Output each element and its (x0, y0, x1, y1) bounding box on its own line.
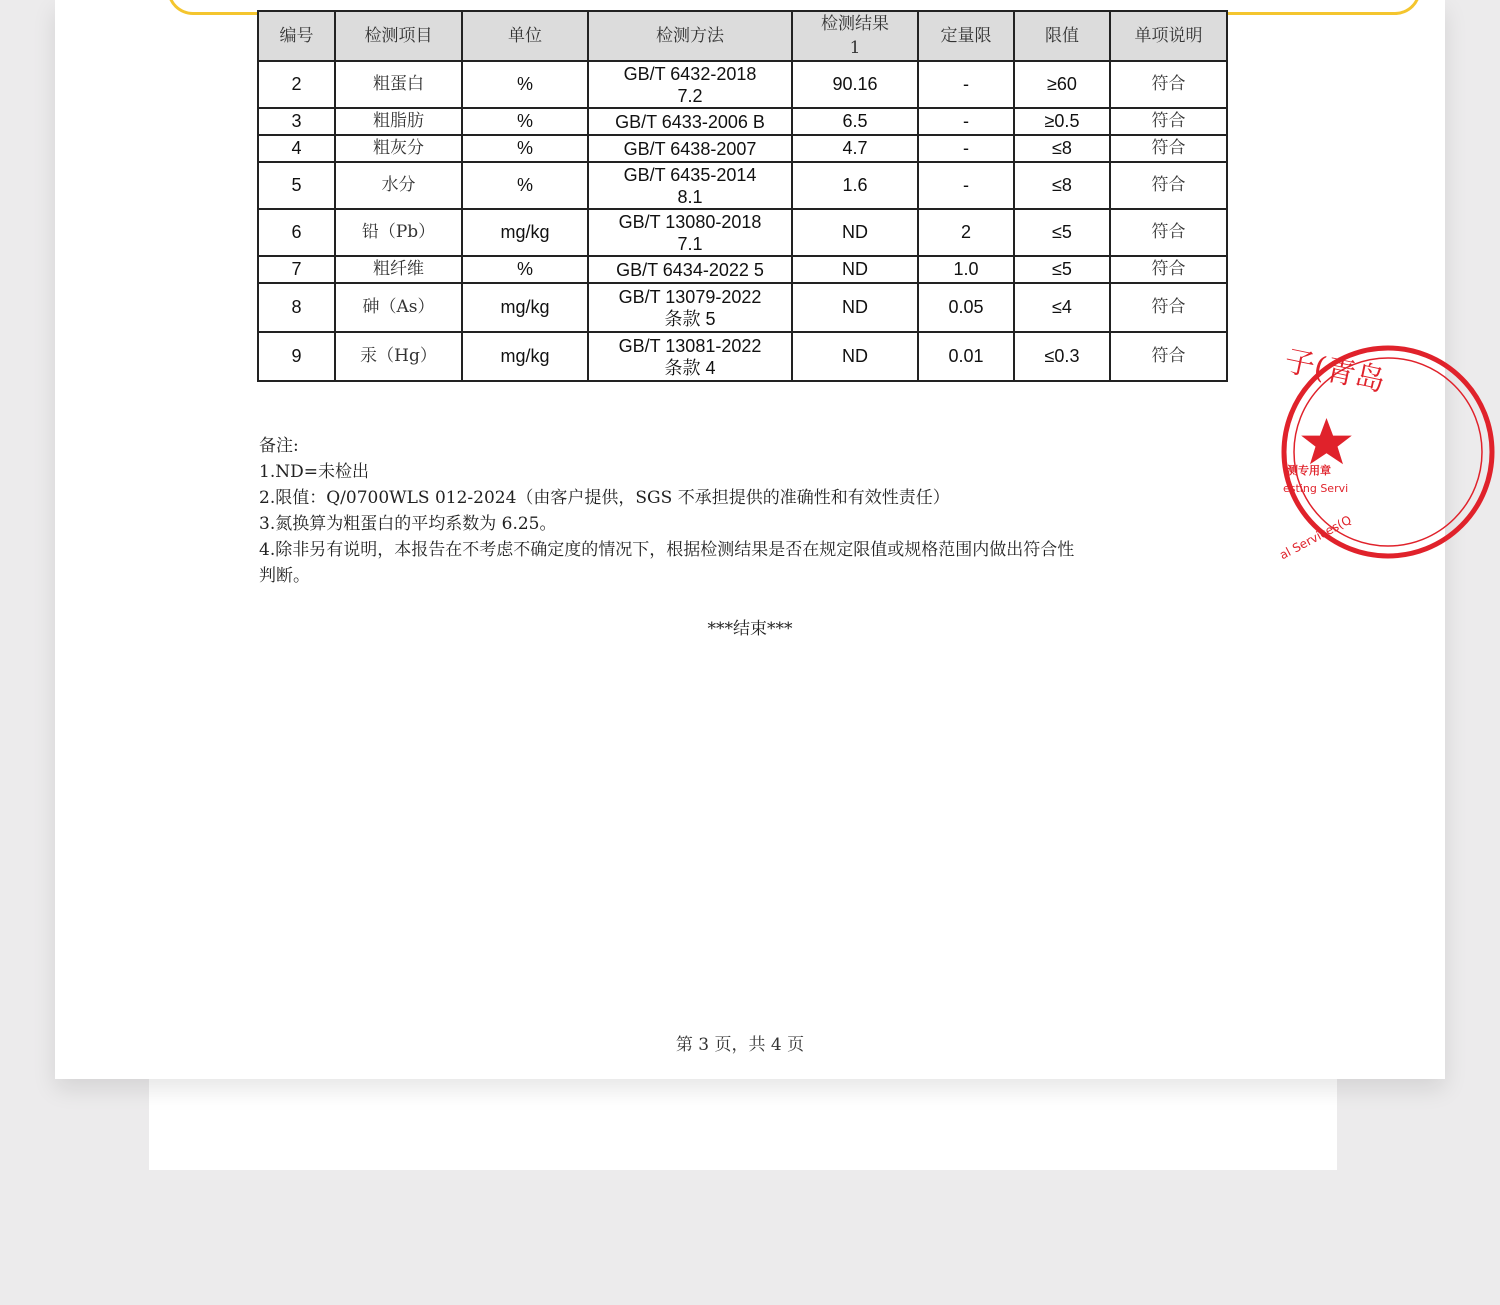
limit-cell: ≤5 (1014, 209, 1110, 256)
loq-cell: - (918, 162, 1014, 209)
conclusion-cell: 符合 (1110, 162, 1227, 209)
limit-cell: ≤0.3 (1014, 332, 1110, 381)
header-cell: 定量限 (918, 11, 1014, 61)
result-cell: ND (792, 209, 918, 256)
conclusion-cell: 符合 (1110, 256, 1227, 283)
limit-cell: ≤4 (1014, 283, 1110, 332)
test-item-cell: 砷（As） (335, 283, 462, 332)
loq-cell: 2 (918, 209, 1014, 256)
remarks-section (259, 433, 1231, 589)
method-cell: GB/T 6435-2014 8.1 (588, 162, 792, 209)
loq-cell: 0.01 (918, 332, 1014, 381)
limit-cell: ≥60 (1014, 61, 1110, 108)
unit-cell: % (462, 135, 588, 162)
table-row (258, 162, 1227, 209)
conclusion-cell: 符合 (1110, 108, 1227, 135)
limit-cell: ≥0.5 (1014, 108, 1110, 135)
header-cell: 检测方法 (588, 11, 792, 61)
table-row (258, 135, 1227, 162)
method-cell: GB/T 6432-2018 7.2 (588, 61, 792, 108)
conclusion-cell: 符合 (1110, 135, 1227, 162)
method-cell: GB/T 13081-2022 条款 4 (588, 332, 792, 381)
header-cell: 检测项目 (335, 11, 462, 61)
unit-cell: % (462, 61, 588, 108)
table-row (258, 209, 1227, 256)
conclusion-cell: 符合 (1110, 209, 1227, 256)
remark-item: 2.限值：Q/0700WLS 012-2024（由客户提供，SGS 不承担提供的准确性和有效性责任） (259, 488, 950, 508)
row-number-cell: 3 (258, 108, 335, 135)
row-number-cell: 7 (258, 256, 335, 283)
conclusion-cell: 符合 (1110, 283, 1227, 332)
header-cell: 限值 (1014, 11, 1110, 61)
unit-cell: mg/kg (462, 332, 588, 381)
remark-item: 1.ND=未检出 (259, 462, 369, 482)
test-item-cell: 粗纤维 (335, 256, 462, 283)
limit-cell: ≤8 (1014, 162, 1110, 209)
svg-text:al Services(Q: al Services(Q (1277, 512, 1354, 563)
row-number-cell: 2 (258, 61, 335, 108)
limit-cell: ≤5 (1014, 256, 1110, 283)
row-number-cell: 9 (258, 332, 335, 381)
test-item-cell: 汞（Hg） (335, 332, 462, 381)
result-cell: ND (792, 332, 918, 381)
test-item-cell: 粗蛋白 (335, 61, 462, 108)
conclusion-cell: 符合 (1110, 332, 1227, 381)
page-number: 第 3 页，共 4 页 (675, 1035, 805, 1055)
loq-cell: 1.0 (918, 256, 1014, 283)
header-cell: 编号 (258, 11, 335, 61)
remark-item: 4.除非另有说明，本报告在不考虑不确定度的情况下，根据检测结果是否在规定限值或规格范围内做出符合性 判断。 (259, 540, 1075, 586)
test-item-cell: 粗灰分 (335, 135, 462, 162)
loq-cell: - (918, 61, 1014, 108)
unit-cell: % (462, 256, 588, 283)
row-number-cell: 5 (258, 162, 335, 209)
unit-cell: % (462, 162, 588, 209)
method-cell: GB/T 13080-2018 7.1 (588, 209, 792, 256)
row-number-cell: 6 (258, 209, 335, 256)
test-results-table (257, 10, 1228, 382)
report-page (55, 0, 1445, 1079)
svg-text:子(青岛: 子(青岛 (1281, 343, 1389, 399)
unit-cell: mg/kg (462, 209, 588, 256)
result-cell: 6.5 (792, 108, 918, 135)
conclusion-cell: 符合 (1110, 61, 1227, 108)
table-row (258, 256, 1227, 283)
limit-cell: ≤8 (1014, 135, 1110, 162)
result-cell: 4.7 (792, 135, 918, 162)
method-cell: GB/T 13079-2022 条款 5 (588, 283, 792, 332)
seal-star-icon (1301, 418, 1352, 464)
header-cell: 单项说明 (1110, 11, 1227, 61)
svg-text:测专用章: 测专用章 (1287, 464, 1331, 477)
table-row (258, 332, 1227, 381)
test-item-cell: 铅（Pb） (335, 209, 462, 256)
table-header-row (258, 11, 1227, 61)
table-row (258, 283, 1227, 332)
result-cell: ND (792, 283, 918, 332)
loq-cell: 0.05 (918, 283, 1014, 332)
row-number-cell: 4 (258, 135, 335, 162)
unit-cell: mg/kg (462, 283, 588, 332)
remark-item: 3.氮换算为粗蛋白的平均系数为 6.25。 (259, 514, 557, 534)
test-item-cell: 水分 (335, 162, 462, 209)
seal-graphic (1277, 322, 1393, 584)
header-cell: 单位 (462, 11, 588, 61)
svg-text:esting Servi: esting Servi (1283, 482, 1349, 495)
method-cell: GB/T 6434-2022 5 (588, 256, 792, 283)
result-cell: 90.16 (792, 61, 918, 108)
header-cell: 检测结果 1 (792, 11, 918, 61)
company-seal-stamp (1277, 322, 1389, 584)
loq-cell: - (918, 108, 1014, 135)
result-cell: 1.6 (792, 162, 918, 209)
remarks-heading: 备注: (259, 436, 299, 456)
method-cell: GB/T 6438-2007 (588, 135, 792, 162)
test-item-cell: 粗脂肪 (335, 108, 462, 135)
table-row (258, 108, 1227, 135)
loq-cell: - (918, 135, 1014, 162)
method-cell: GB/T 6433-2006 B (588, 108, 792, 135)
table-row (258, 61, 1227, 108)
end-marker: ***结束*** (707, 619, 793, 639)
unit-cell: % (462, 108, 588, 135)
row-number-cell: 8 (258, 283, 335, 332)
result-cell: ND (792, 256, 918, 283)
